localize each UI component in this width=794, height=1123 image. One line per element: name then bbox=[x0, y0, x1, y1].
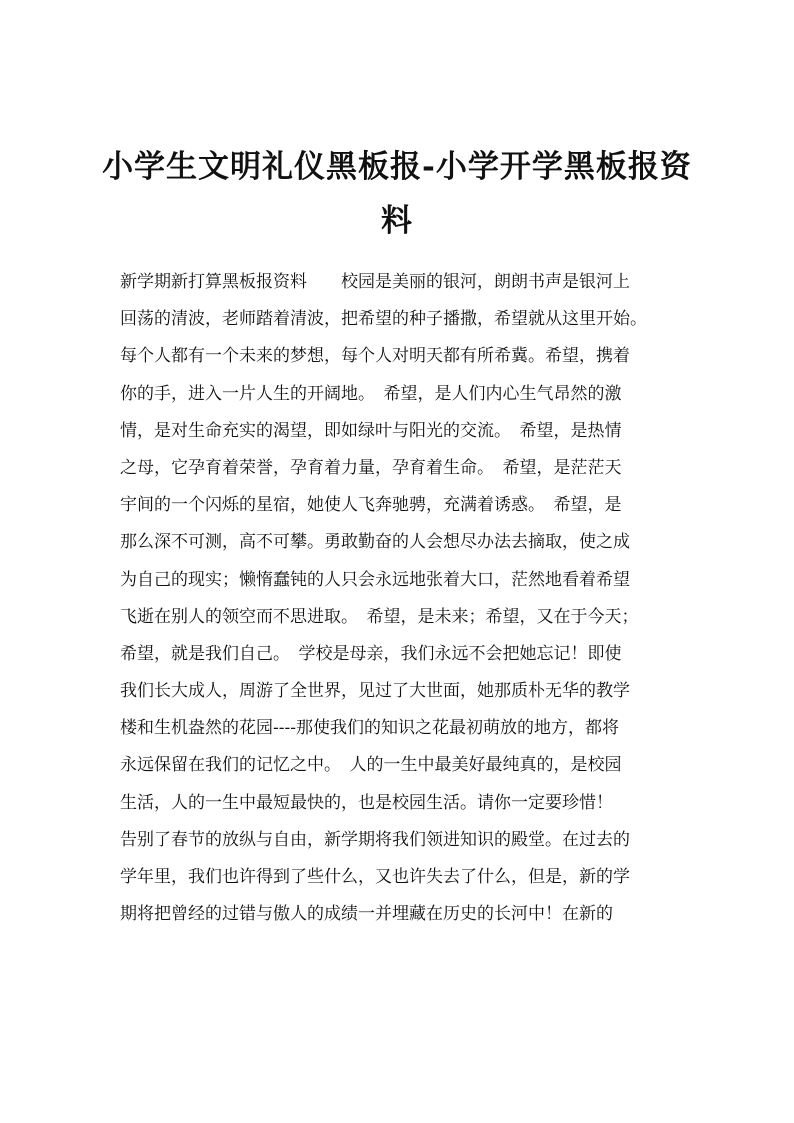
body-line: 情，是对生命充实的渴望，即如绿叶与阳光的交流。 希望，是热情 bbox=[120, 420, 622, 441]
title-line-1: 小学生文明礼仪黑板报-小学开学黑板报资 bbox=[102, 149, 692, 185]
body-line: 你的手，进入一片人生的开阔地。 希望，是人们内心生气昂然的激 bbox=[120, 383, 622, 404]
body-line: 告别了春节的放纵与自由，新学期将我们领进知识的殿堂。在过去的 bbox=[120, 829, 630, 850]
title-line-2: 料 bbox=[381, 203, 413, 239]
body-line: 为自己的现实；懒惰蠢钝的人只会永远地张着大口，茫然地看着希望 bbox=[120, 569, 630, 590]
body-line: 学年里，我们也许得到了些什么，又也许失去了什么，但是，新的学 bbox=[120, 867, 630, 887]
body-line: 那么深不可测，高不可攀。勇敢勤奋的人会想尽办法去摘取，使之成 bbox=[120, 532, 630, 553]
body-line: 新学期新打算黑板报资料 校园是美丽的银河，朗朗书声是银河上 bbox=[120, 272, 630, 292]
body-line: 永远保留在我们的记忆之中。 人的一生中最美好最纯真的，是校园 bbox=[120, 755, 622, 776]
body-line: 楼和生机盎然的花园----那使我们的知识之花最初萌放的地方，都将 bbox=[120, 718, 619, 739]
body-line: 宇间的一个闪烁的星宿，她使人飞奔驰骋，充满着诱惑。 希望，是 bbox=[120, 495, 622, 516]
body-line: 期将把曾经的过错与傲人的成绩一并埋藏在历史的长河中！在新的 bbox=[120, 904, 613, 925]
body-line: 希望，就是我们自己。 学校是母亲，我们永远不会把她忘记！即使 bbox=[120, 643, 622, 664]
body-line: 生活，人的一生中最短最快的，也是校园生活。请你一定要珍惜！ bbox=[120, 792, 613, 813]
body-line: 回荡的清波，老师踏着清波，把希望的种子播撒，希望就从这里开始。 bbox=[120, 309, 647, 330]
body-line: 飞逝在别人的领空而不思进取。 希望，是未来；希望，又在于今天； bbox=[120, 606, 639, 627]
document-title bbox=[100, 140, 694, 248]
body-line: 每个人都有一个未来的梦想，每个人对明天都有所希冀。希望，携着 bbox=[120, 346, 630, 367]
document-body bbox=[120, 264, 676, 933]
body-line: 我们长大成人，周游了全世界，见过了大世面，她那质朴无华的教学 bbox=[120, 681, 630, 702]
body-line: 之母，它孕育着荣誉，孕育着力量，孕育着生命。 希望，是茫茫天 bbox=[120, 457, 622, 478]
